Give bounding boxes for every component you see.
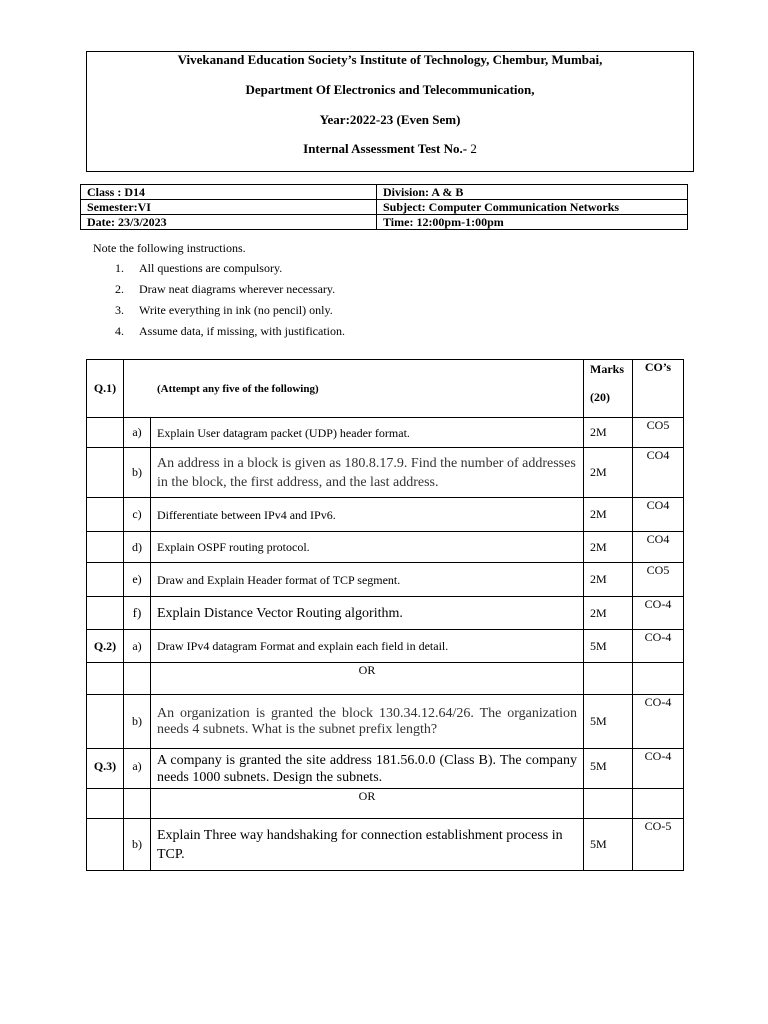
- instruction-item: 4. Assume data, if missing, with justification.: [115, 324, 345, 338]
- or-separator: OR: [151, 789, 584, 819]
- date-cell: Date: 23/3/2023: [81, 215, 377, 230]
- subject-cell: Subject: Computer Communication Networks: [377, 200, 688, 215]
- division-cell: Division: A & B: [377, 185, 688, 200]
- instruction-item: 3. Write everything in ink (no pencil) only.: [115, 303, 333, 317]
- instructions-title: Note the following instructions.: [93, 241, 246, 255]
- test-number: 2: [470, 141, 477, 156]
- department-name: Department Of Electronics and Telecommunication,: [245, 82, 535, 97]
- table-row: Q.3) a) A company is granted the site address 181.56.0.0 (Class B). The company needs 1000 subnets. Design the subnets. 5M CO-4: [87, 749, 684, 789]
- instruction-item: 1. All questions are compulsory.: [115, 261, 283, 275]
- question-text: Explain Three way handshaking for connection establishment process in TCP.: [151, 819, 584, 871]
- question-text: Explain Distance Vector Routing algorithm.: [151, 597, 584, 630]
- question-text: An address in a block is given as 180.8.17.9. Find the number of addresses in the block, the first address, and the last address.: [151, 448, 584, 498]
- question-number: Q.1): [87, 360, 124, 418]
- instructions: [93, 238, 345, 342]
- or-separator: OR: [151, 663, 584, 695]
- time-cell: Time: 12:00pm-1:00pm: [377, 215, 688, 230]
- institute-name: Vivekanand Education Society’s Institute of Technology, Chembur, Mumbai,: [177, 52, 603, 67]
- table-row: Q.2) a) Draw IPv4 datagram Format and explain each field in detail. 5M CO-4: [87, 630, 684, 663]
- exam-header: [86, 51, 694, 172]
- table-row: [87, 663, 684, 695]
- q1-instruction: (Attempt any five of the following): [124, 360, 584, 418]
- table-row: [87, 360, 684, 418]
- instructions-list: [93, 258, 345, 342]
- questions-table: [86, 359, 684, 871]
- question-text: A company is granted the site address 181.56.0.0 (Class B). The company needs 1000 subnets. Design the subnets.: [151, 749, 584, 789]
- question-text: Explain OSPF routing protocol.: [151, 532, 584, 563]
- question-text: Draw IPv4 datagram Format and explain each field in detail.: [151, 630, 584, 663]
- class-cell: Class : D14: [81, 185, 377, 200]
- question-number: Q.3): [87, 749, 124, 789]
- table-row: [87, 789, 684, 819]
- semester-cell: Semester:VI: [81, 200, 377, 215]
- test-title: [87, 141, 693, 157]
- marks-header: Marks (20): [584, 360, 633, 418]
- question-text: Draw and Explain Header format of TCP segment.: [151, 563, 584, 597]
- question-text: Differentiate between IPv4 and IPv6.: [151, 498, 584, 532]
- test-label: Internal Assessment Test No.-: [303, 141, 468, 156]
- question-text: An organization is granted the block 130.34.12.64/26. The organization needs 4 subnets. What is the subnet prefix length?: [151, 695, 584, 749]
- table-row: f) Explain Distance Vector Routing algorithm. 2M CO-4: [87, 597, 684, 630]
- question-text: Explain User datagram packet (UDP) header format.: [151, 418, 584, 448]
- table-row: c) Differentiate between IPv4 and IPv6. 2M CO4: [87, 498, 684, 532]
- table-row: b) An organization is granted the block 130.34.12.64/26. The organization needs 4 subnets. What is the subnet prefix length? 5M CO-4: [87, 695, 684, 749]
- table-row: d) Explain OSPF routing protocol. 2M CO4: [87, 532, 684, 563]
- exam-info-table: [80, 184, 688, 230]
- co-header: CO’s: [633, 360, 684, 418]
- table-row: b) An address in a block is given as 180.8.17.9. Find the number of addresses in the block, the first address, and the last address. 2M CO4: [87, 448, 684, 498]
- instruction-item: 2. Draw neat diagrams wherever necessary.: [115, 282, 336, 296]
- question-number: Q.2): [87, 630, 124, 663]
- academic-year: Year:2022-23 (Even Sem): [319, 112, 461, 127]
- table-row: a) Explain User datagram packet (UDP) header format. 2M CO5: [87, 418, 684, 448]
- table-row: e) Draw and Explain Header format of TCP segment. 2M CO5: [87, 563, 684, 597]
- table-row: b) Explain Three way handshaking for connection establishment process in TCP. 5M CO-5: [87, 819, 684, 871]
